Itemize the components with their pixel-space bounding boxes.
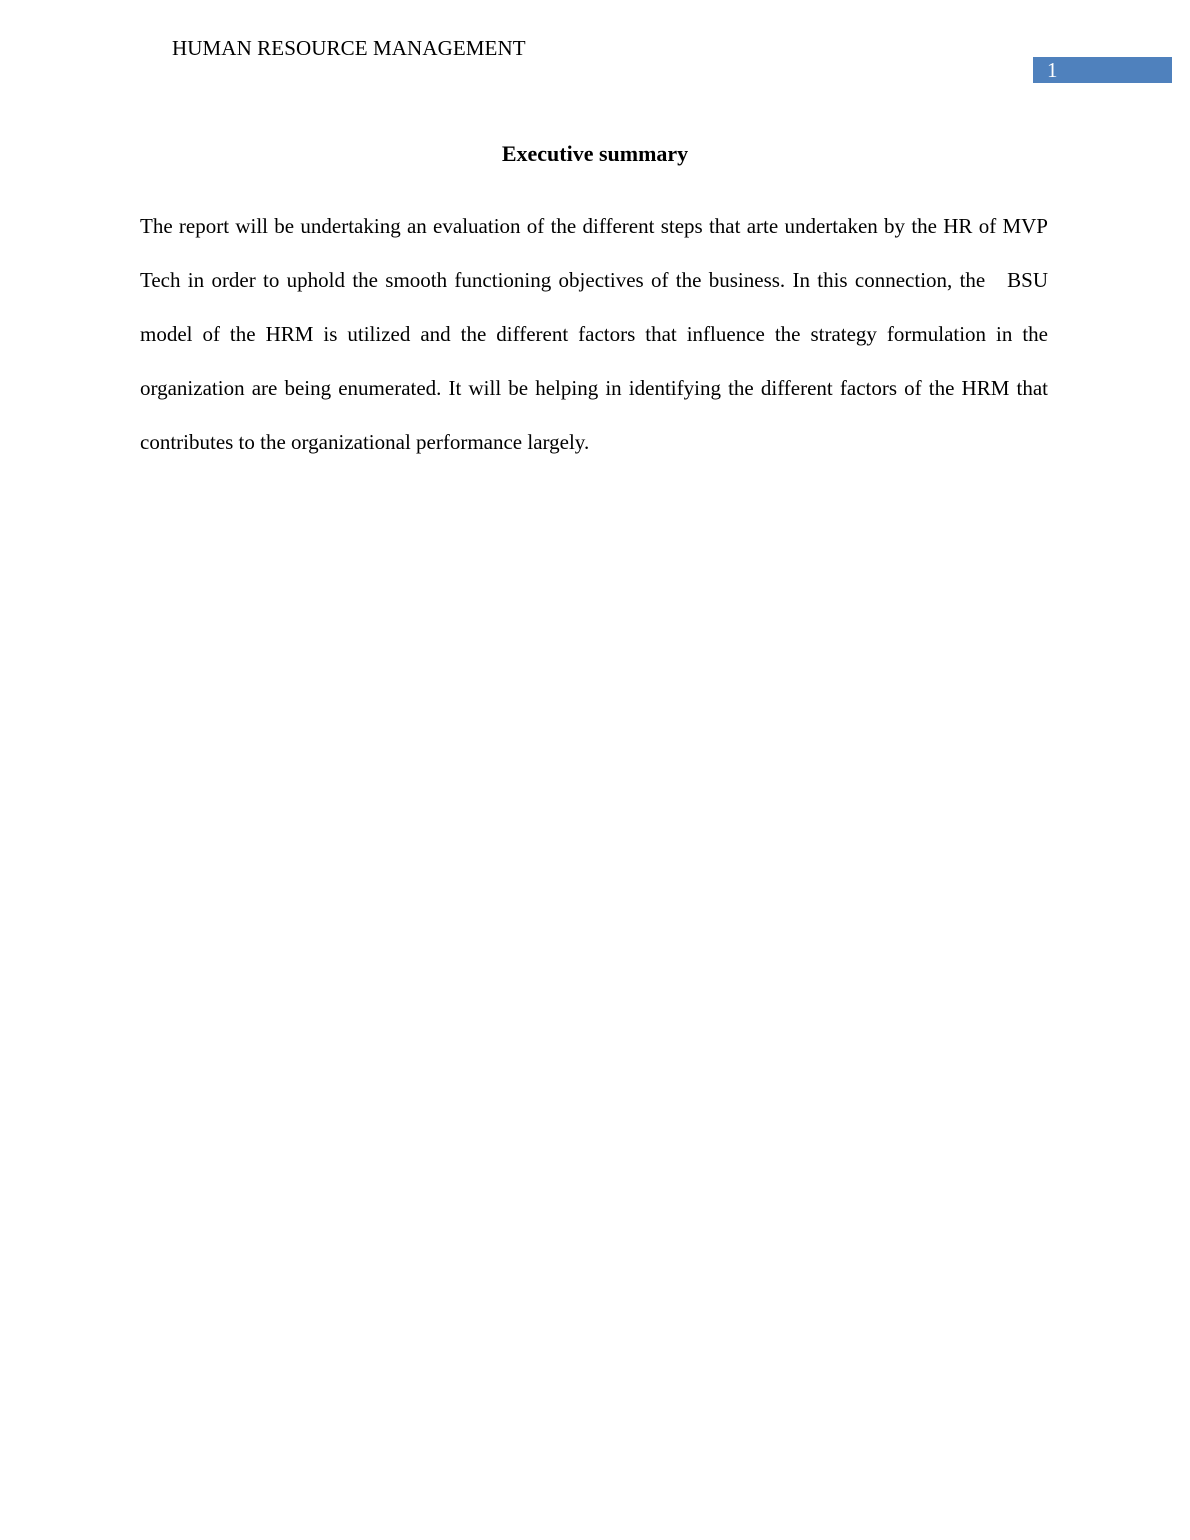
running-head: HUMAN RESOURCE MANAGEMENT [172, 36, 526, 60]
page-number-badge [1033, 57, 1172, 83]
page-number: 1 [1047, 58, 1058, 82]
section-title: Executive summary [501, 141, 689, 166]
body-paragraph: The report will be undertaking an evaluation of the different steps that arte undertaken by the HR of MVP Tech in order to uphold the smooth functioning objectives of the business. In this connection, the BSU model of the HRM is utilized and the different factors that influence the strategy formulation in the organization are being enumerated. It will be helping in identifying the different factors of the HRM that contributes to the organizational performance largely. [140, 214, 1054, 454]
